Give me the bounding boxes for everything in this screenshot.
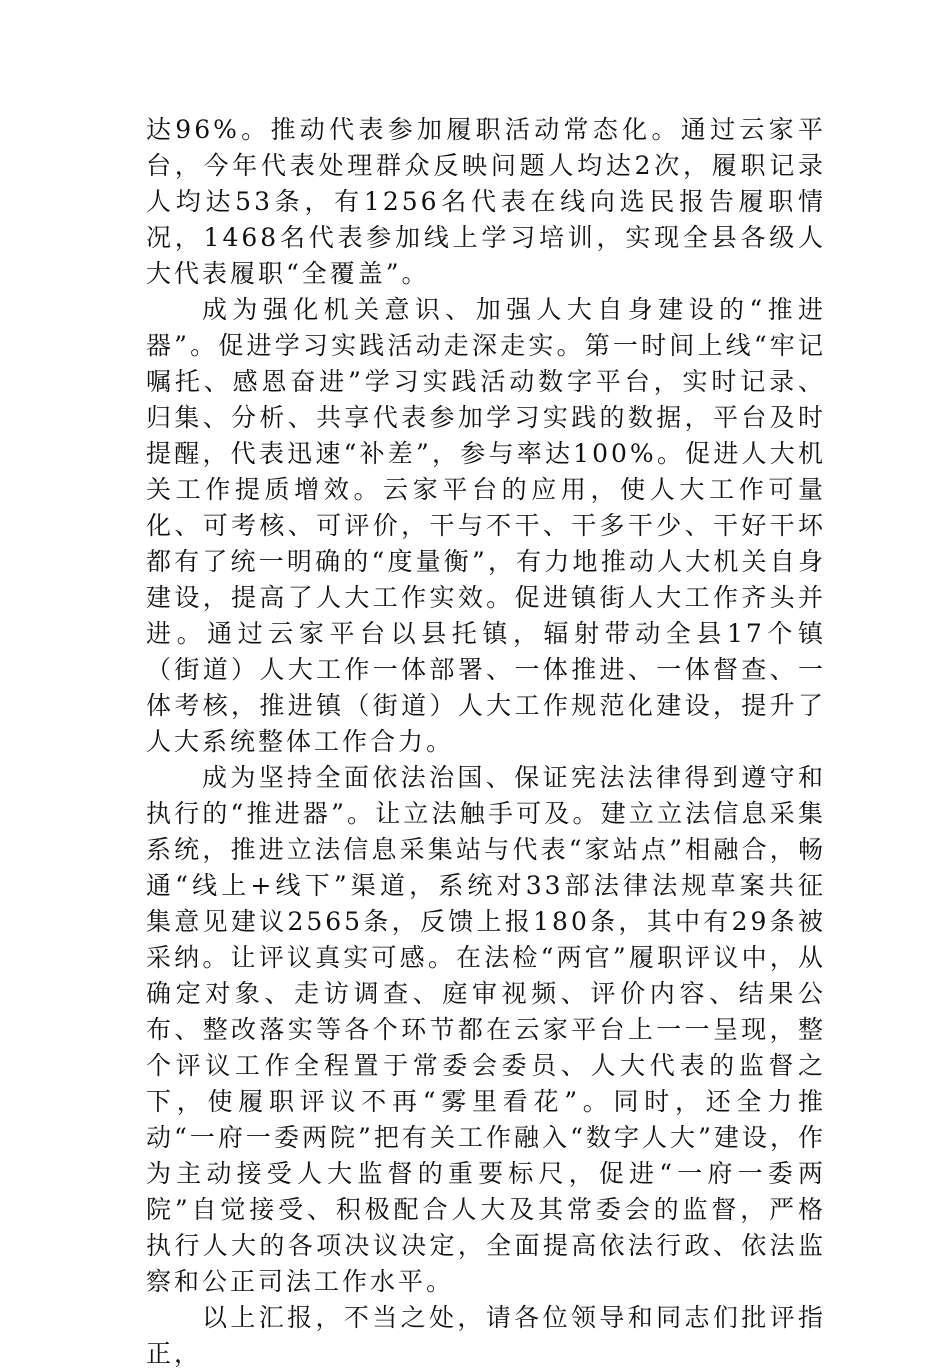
paragraph-1: 达96%。推动代表参加履职活动常态化。通过云家平台，今年代表处理群众反映问题人均达2次，履职记录人均达53条，有1256名代表在线向选民报告履职情况，1468名代表参加线上学习培训，实现全县各级人大代表履职“全覆盖”。	[146, 115, 826, 288]
paragraph-2: 成为强化机关意识、加强人大自身建设的“推进器”。促进学习实践活动走深走实。第一时间上线“牢记嘱托、感恩奋进”学习实践活动数字平台，实时记录、归集、分析、共享代表参加学习实践的数据，平台及时提醒，代表迅速“补差”，参与率达100%。促进人大机关工作提质增效。云家平台的应用，使人大工作可量化、可考核、可评价，干与不干、干多干少、干好干坏都有了统一明确的“度量衡”，有力地推动人大机关自身建设，提高了人大工作实效。促进镇街人大工作齐头并进。通过云家平台以县托镇，辐射带动全县17个镇（街道）人大工作一体部署、一体推进、一体督查、一体考核，推进镇（街道）人大工作规范化建设，提升了人大系统整体工作合力。	[146, 295, 826, 756]
paragraph-4: 以上汇报，不当之处，请各位领导和同志们批评指正，	[146, 1303, 826, 1368]
paragraph-3: 成为坚持全面依法治国、保证宪法法律得到遵守和执行的“推进器”。让立法触手可及。建立立法信息采集系统，推进立法信息采集站与代表“家站点”相融合，畅通“线上+线下”渠道，系统对33部法律法规草案共征集意见建议2565条，反馈上报180条，其中有29条被采纳。让评议真实可感。在法检“两官”履职评议中，从确定对象、走访调查、庭审视频、评价内容、结果公布、整改落实等各个环节都在云家平台上一一呈现，整个评议工作全程置于常委会委员、人大代表的监督之下，使履职评议不再“雾里看花”。同时，还全力推动“一府一委两院”把有关工作融入“数字人大”建设，作为主动接受人大监督的重要标尺，促进“一府一委两院”自觉接受、积极配合人大及其常委会的监督，严格执行人大的各项决议决定，全面提高依法行政、依法监察和公正司法工作水平。	[146, 763, 826, 1296]
document-body	[146, 112, 826, 1372]
